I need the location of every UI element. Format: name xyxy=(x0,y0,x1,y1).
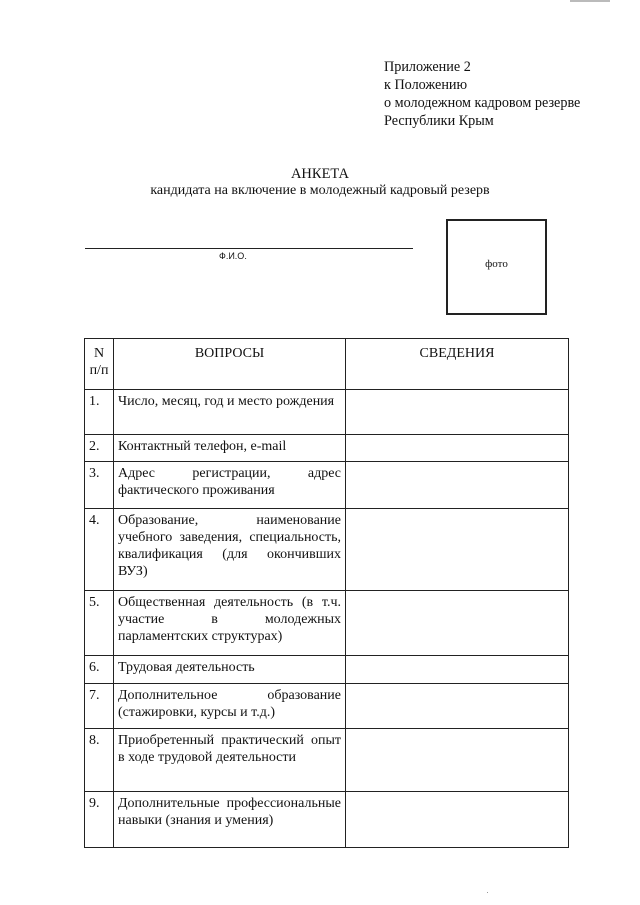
row-question: Число, месяц, год и место рождения xyxy=(114,390,346,435)
table-row xyxy=(85,435,569,462)
header-answers: СВЕДЕНИЯ xyxy=(346,339,569,390)
photo-label: фото xyxy=(485,258,508,270)
questionnaire-table xyxy=(84,338,569,848)
table-row xyxy=(85,591,569,656)
row-answer-cell[interactable] xyxy=(346,435,569,462)
table-row xyxy=(85,656,569,684)
appendix-line-4: Республики Крым xyxy=(384,113,494,129)
row-answer-cell[interactable] xyxy=(346,462,569,509)
row-number: 9. xyxy=(85,792,114,848)
row-number: 2. xyxy=(85,435,114,462)
table-header-row xyxy=(85,339,569,390)
row-question: Контактный телефон, e-mail xyxy=(114,435,346,462)
row-question: Образование, наименование учебного заведения, специальность, квалификация (для окончивших ВУЗ) xyxy=(114,509,346,591)
photo-box[interactable] xyxy=(446,219,547,315)
table-row xyxy=(85,729,569,792)
form-subtitle: кандидата на включение в молодежный кадровый резерв xyxy=(150,183,490,198)
row-answer-cell[interactable] xyxy=(346,390,569,435)
row-number: 3. xyxy=(85,462,114,509)
form-title: АНКЕТА xyxy=(290,166,350,182)
row-answer-cell[interactable] xyxy=(346,729,569,792)
fio-input-line[interactable] xyxy=(85,248,413,249)
row-number: 4. xyxy=(85,509,114,591)
row-number: 7. xyxy=(85,684,114,729)
table-row xyxy=(85,462,569,509)
row-question: Дополнительное образование (стажировки, курсы и т.д.) xyxy=(114,684,346,729)
row-answer-cell[interactable] xyxy=(346,684,569,729)
row-answer-cell[interactable] xyxy=(346,509,569,591)
row-number: 6. xyxy=(85,656,114,684)
row-number: 1. xyxy=(85,390,114,435)
table-row xyxy=(85,509,569,591)
header-num xyxy=(85,339,114,390)
row-question: Приобретенный практический опыт в ходе трудовой деятельности xyxy=(114,729,346,792)
scan-mark xyxy=(570,0,610,2)
row-question: Дополнительные профессиональные навыки (знания и умения) xyxy=(114,792,346,848)
row-question: Общественная деятельность (в т.ч. участие в молодежных парламентских структурах) xyxy=(114,591,346,656)
appendix-line-1: Приложение 2 xyxy=(384,59,471,75)
header-questions: ВОПРОСЫ xyxy=(114,339,346,390)
row-answer-cell[interactable] xyxy=(346,591,569,656)
table-row xyxy=(85,390,569,435)
row-number: 5. xyxy=(85,591,114,656)
row-answer-cell[interactable] xyxy=(346,656,569,684)
appendix-line-2: к Положению xyxy=(384,77,468,93)
row-answer-cell[interactable] xyxy=(346,792,569,848)
header-num-line2: п/п xyxy=(89,363,109,378)
row-number: 8. xyxy=(85,729,114,792)
row-question: Трудовая деятельность xyxy=(114,656,346,684)
appendix-line-3: о молодежном кадровом резерве xyxy=(384,95,581,111)
table-row xyxy=(85,792,569,848)
row-question: Адрес регистрации, адрес фактического проживания xyxy=(114,462,346,509)
header-num-line1: N xyxy=(93,346,105,361)
table-row xyxy=(85,684,569,729)
scan-dot xyxy=(487,892,488,893)
fio-label: Ф.И.О. xyxy=(219,251,247,261)
appendix-note xyxy=(384,58,580,130)
